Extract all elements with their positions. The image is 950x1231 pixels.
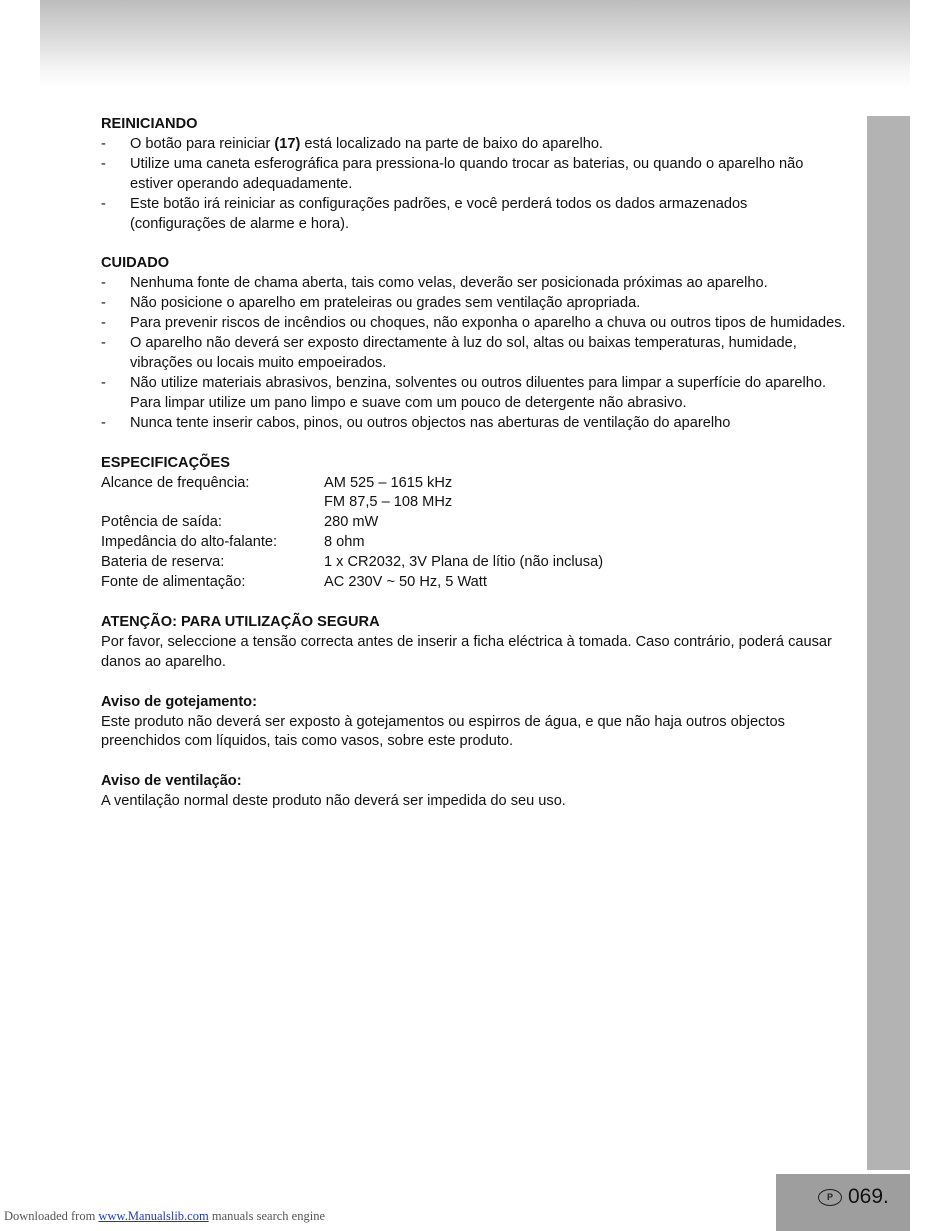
section-text-gotejamento: Este produto não deverá ser exposto à gotejamentos ou espirros de água, e que não haja outros objectos preenchidos com líquidos, tais como vasos, sobre este produto. bbox=[101, 713, 785, 750]
section-title-reiniciando: REINICIANDO bbox=[101, 116, 198, 132]
list-item bbox=[101, 414, 846, 434]
list-item bbox=[101, 274, 846, 294]
section-title-gotejamento: Aviso de gotejamento: bbox=[101, 693, 257, 710]
item-text: Nunca tente inserir cabos, pinos, ou outros objectos nas aberturas de ventilação do aparelho bbox=[130, 414, 731, 431]
spec-value: 8 ohm bbox=[324, 534, 365, 551]
list-item bbox=[101, 155, 846, 195]
section-text-atencao: Por favor, seleccione a tensão correcta antes de inserir a ficha eléctrica à tomada. Caso contrário, poderá causar danos ao aparelho. bbox=[101, 633, 832, 670]
item-text: O botão para reiniciar bbox=[130, 135, 275, 152]
section-title-ventilacao: Aviso de ventilação: bbox=[101, 773, 242, 790]
spec-row bbox=[101, 493, 846, 513]
section-title-atencao: ATENÇÃO: PARA UTILIZAÇÃO SEGURA bbox=[101, 613, 380, 630]
reiniciando-list bbox=[101, 135, 846, 235]
page-number-box bbox=[776, 1174, 910, 1231]
dash-bullet: - bbox=[101, 335, 106, 352]
list-item bbox=[101, 334, 846, 374]
section-cuidado bbox=[101, 254, 846, 433]
download-footer bbox=[4, 1209, 325, 1224]
section-especificacoes bbox=[101, 454, 846, 593]
section-title-cuidado: CUIDADO bbox=[101, 255, 170, 272]
dash-bullet: - bbox=[101, 275, 106, 292]
item-ref-number: (17) bbox=[274, 135, 301, 152]
dash-bullet: - bbox=[101, 135, 106, 152]
item-text: Nenhuma fonte de chama aberta, tais como velas, deverão ser posicionada próximas ao aparelho. bbox=[130, 275, 768, 292]
spec-label: Fonte de alimentação: bbox=[101, 574, 246, 591]
spec-row bbox=[101, 513, 846, 533]
spec-row bbox=[101, 533, 846, 553]
section-atencao bbox=[101, 613, 846, 673]
item-text: O aparelho não deverá ser exposto directamente à luz do sol, altas ou baixas temperaturas, humidade, vibrações ou locais muito empoeirados. bbox=[130, 335, 797, 371]
dash-bullet: - bbox=[101, 315, 106, 332]
spec-value: 280 mW bbox=[324, 514, 379, 531]
list-item bbox=[101, 135, 846, 155]
list-item bbox=[101, 294, 846, 314]
item-text: Para prevenir riscos de incêndios ou choques, não exponha o aparelho a chuva ou outros tipos de humidades. bbox=[130, 315, 846, 332]
list-item bbox=[101, 374, 846, 414]
item-text: Utilize uma caneta esferográfica para pressiona-lo quando trocar as baterias, ou quando o aparelho não estiver operando adequadamente. bbox=[130, 155, 804, 192]
spec-label: Potência de saída: bbox=[101, 514, 222, 531]
section-reiniciando bbox=[101, 115, 846, 234]
spec-value: 1 x CR2032, 3V Plana de lítio (não inclusa) bbox=[324, 554, 604, 571]
spec-value: AM 525 – 1615 kHz bbox=[324, 474, 453, 491]
header-gradient-band bbox=[40, 0, 910, 88]
dash-bullet: - bbox=[101, 155, 106, 172]
page-number: 069. bbox=[848, 1185, 889, 1208]
dash-bullet: - bbox=[101, 195, 106, 212]
spec-row bbox=[101, 573, 846, 593]
section-text-ventilacao: A ventilação normal deste produto não deverá ser impedida do seu uso. bbox=[101, 793, 566, 810]
spec-label: Impedância do alto-falante: bbox=[101, 534, 278, 551]
dash-bullet: - bbox=[101, 374, 106, 391]
cuidado-list bbox=[101, 274, 846, 433]
side-tab-bar bbox=[867, 116, 910, 1170]
language-badge-icon: P bbox=[818, 1189, 842, 1206]
item-text: Não utilize materiais abrasivos, benzina, solventes ou outros diluentes para limpar a superfície do aparelho. Para limpar utilize um pano limpo e suave com um pouco de detergente não abrasivo. bbox=[130, 374, 827, 411]
manualslib-link[interactable]: www.Manualslib.com bbox=[98, 1209, 209, 1223]
section-title-especificacoes: ESPECIFICAÇÕES bbox=[101, 454, 230, 471]
spec-label bbox=[101, 493, 324, 513]
dash-bullet: - bbox=[101, 414, 106, 431]
item-text: Não posicione o aparelho em prateleiras ou grades sem ventilação apropriada. bbox=[130, 295, 641, 312]
spec-value: AC 230V ~ 50 Hz, 5 Watt bbox=[324, 574, 487, 591]
spec-label: Bateria de reserva: bbox=[101, 554, 225, 571]
footer-prefix: Downloaded from bbox=[4, 1209, 99, 1223]
spec-row bbox=[101, 474, 846, 494]
dash-bullet: - bbox=[101, 295, 106, 312]
spec-row bbox=[101, 553, 846, 573]
section-gotejamento bbox=[101, 693, 846, 753]
section-ventilacao bbox=[101, 772, 846, 812]
list-item bbox=[101, 195, 846, 235]
spec-value: FM 87,5 – 108 MHz bbox=[324, 494, 453, 511]
item-text: Este botão irá reiniciar as configurações padrões, e você perderá todos os dados armazenados (configurações de alarme e hora). bbox=[130, 195, 748, 232]
spec-label: Alcance de frequência: bbox=[101, 474, 250, 491]
page-content bbox=[101, 115, 846, 812]
footer-suffix: manuals search engine bbox=[208, 1209, 325, 1223]
item-text: está localizado na parte de baixo do aparelho. bbox=[300, 135, 603, 152]
list-item bbox=[101, 314, 846, 334]
